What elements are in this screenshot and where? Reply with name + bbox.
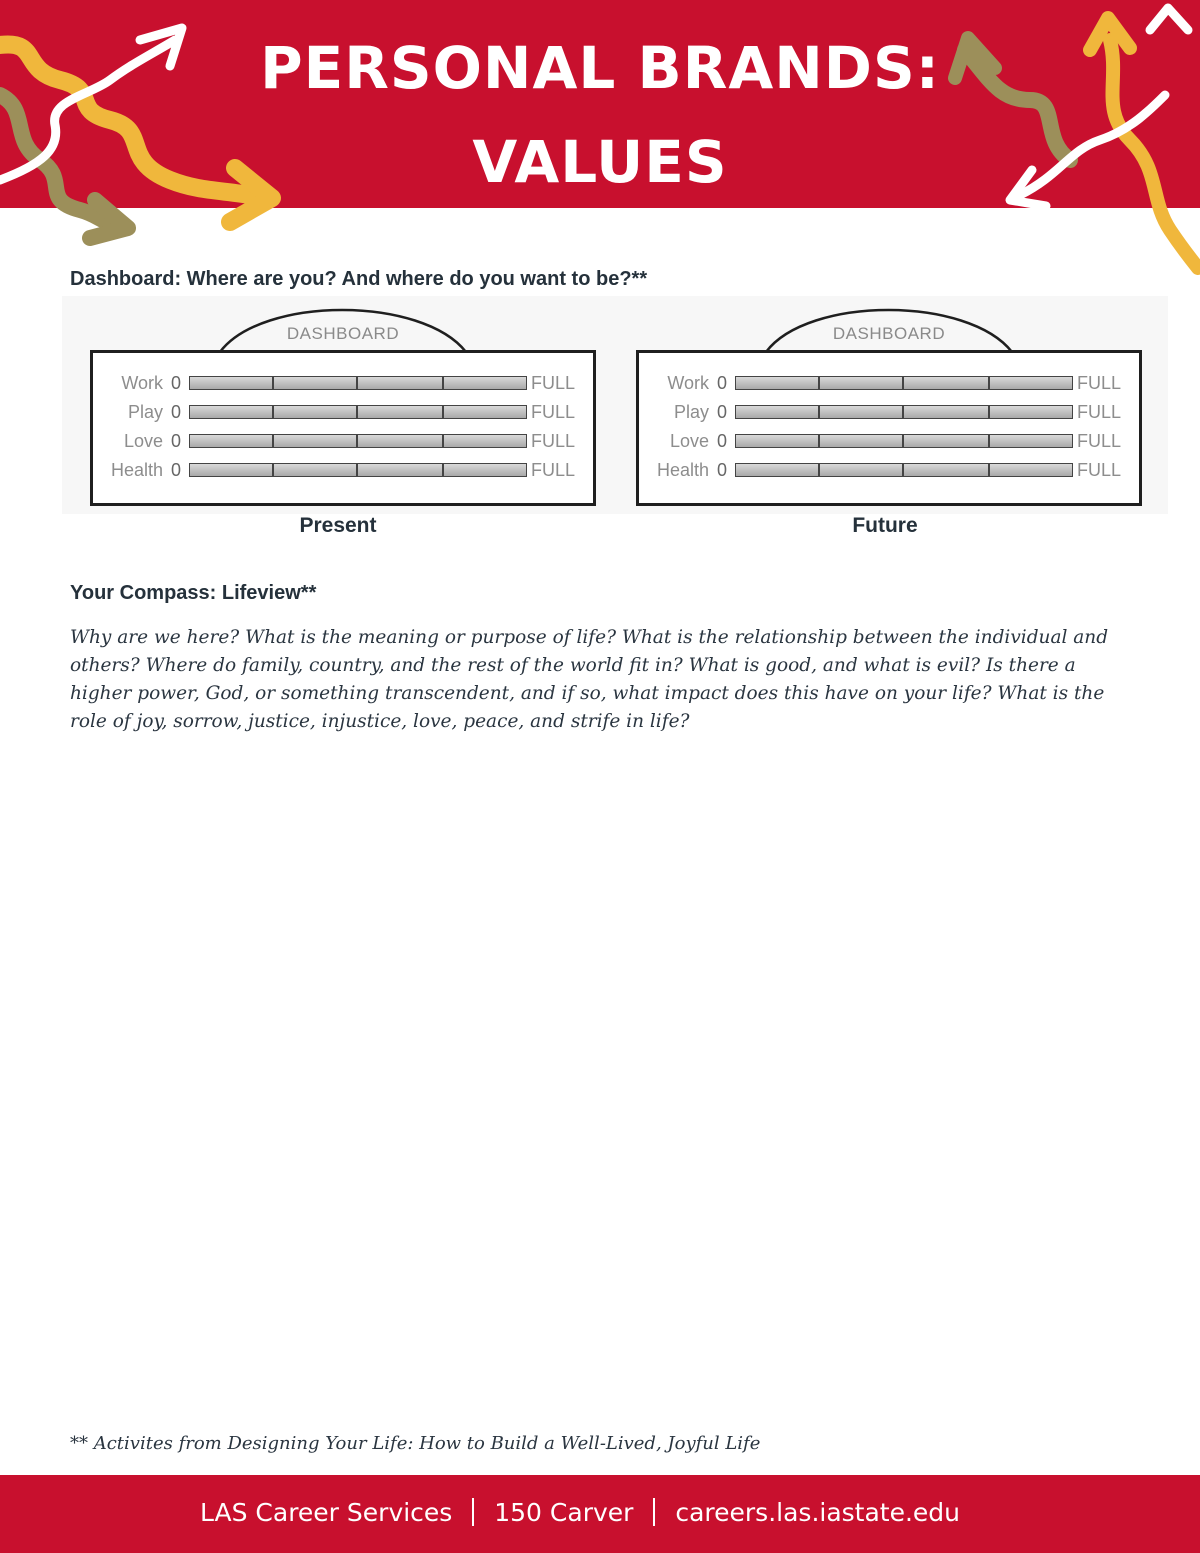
row-min: 0: [171, 373, 182, 393]
dashboard-row-love: [639, 429, 1139, 453]
dashboard-row-play: [639, 400, 1139, 424]
caption-future: Future: [852, 514, 918, 537]
row-label: Play: [127, 402, 163, 422]
row-max: FULL: [531, 373, 576, 393]
caption-present: Present: [299, 514, 377, 537]
dashboard-row-play: [93, 400, 593, 424]
dashboard-heading: Dashboard: Where are you? And where do you want to be?**: [70, 268, 648, 290]
dashboard-present: [62, 296, 576, 514]
row-min: 0: [171, 431, 182, 451]
footer-location: 150 Carver: [494, 1498, 634, 1527]
page-title-line1: PERSONAL BRANDS:: [260, 34, 940, 102]
row-max: FULL: [1077, 431, 1122, 451]
gauge-bar: [189, 463, 527, 477]
dashboard-future: [608, 296, 1122, 514]
dashboard-row-love: [93, 429, 593, 453]
gauge-bar: [189, 405, 527, 419]
dashboard-arc-label: DASHBOARD: [832, 324, 946, 343]
row-max: FULL: [531, 402, 576, 422]
row-max: FULL: [531, 460, 576, 480]
footer-separator: [472, 1498, 474, 1526]
footer-website-link[interactable]: careers.las.iastate.edu: [675, 1498, 961, 1527]
compass-questions: Why are we here? What is the meaning or purpose of life? What is the relationship between the individual and others? Where do family, country, and the rest of the world fit in? What is good, and what is evil? Is there a higher power, God, or something transcendent, and if so, what impact does this have on your life? What is the role of joy, sorrow, justice, injustice, love, peace, and strife in life?: [70, 627, 1109, 732]
row-min: 0: [717, 373, 728, 393]
dashboard-row-work: [639, 371, 1139, 395]
row-min: 0: [717, 402, 728, 422]
row-max: FULL: [1077, 460, 1122, 480]
row-min: 0: [171, 402, 182, 422]
row-label: Love: [123, 431, 163, 451]
row-label: Love: [669, 431, 709, 451]
gauge-bar: [735, 434, 1073, 448]
page-title: [230, 22, 970, 210]
gauge-bar: [735, 376, 1073, 390]
dashboard-arc-label: DASHBOARD: [286, 324, 400, 343]
row-label: Work: [121, 373, 163, 393]
gauge-bar: [735, 463, 1073, 477]
gold-squiggle-right: [1110, 40, 1198, 268]
row-max: FULL: [1077, 402, 1122, 422]
footer-contact: [200, 1497, 1000, 1529]
white-arrowhead-corner: [1150, 8, 1188, 30]
footer-separator: [653, 1498, 655, 1526]
dashboard-row-health: [639, 458, 1139, 482]
row-label: Play: [673, 402, 709, 422]
dashboard-box: [636, 350, 1142, 506]
row-label: Work: [667, 373, 709, 393]
gauge-bar: [189, 434, 527, 448]
row-min: 0: [171, 460, 182, 480]
dashboard-row-health: [93, 458, 593, 482]
footer-org: LAS Career Services: [200, 1498, 453, 1527]
row-min: 0: [717, 460, 728, 480]
gauge-bar: [735, 405, 1073, 419]
row-label: Health: [656, 460, 709, 480]
footnote-source: ** Activites from Designing Your Life: How to Build a Well-Lived, Joyful Life: [70, 1433, 761, 1454]
dashboard-row-work: [93, 371, 593, 395]
row-min: 0: [717, 431, 728, 451]
row-max: FULL: [531, 431, 576, 451]
compass-heading: Your Compass: Lifeview**: [70, 582, 317, 604]
olive-squiggle-right: [965, 50, 1070, 160]
row-max: FULL: [1077, 373, 1122, 393]
page-title-line2: VALUES: [472, 127, 728, 196]
gauge-bar: [189, 376, 527, 390]
footer-banner: [0, 1475, 1200, 1553]
dashboard-figure: [62, 296, 1168, 514]
row-label: Health: [110, 460, 163, 480]
dashboard-box: [90, 350, 596, 506]
